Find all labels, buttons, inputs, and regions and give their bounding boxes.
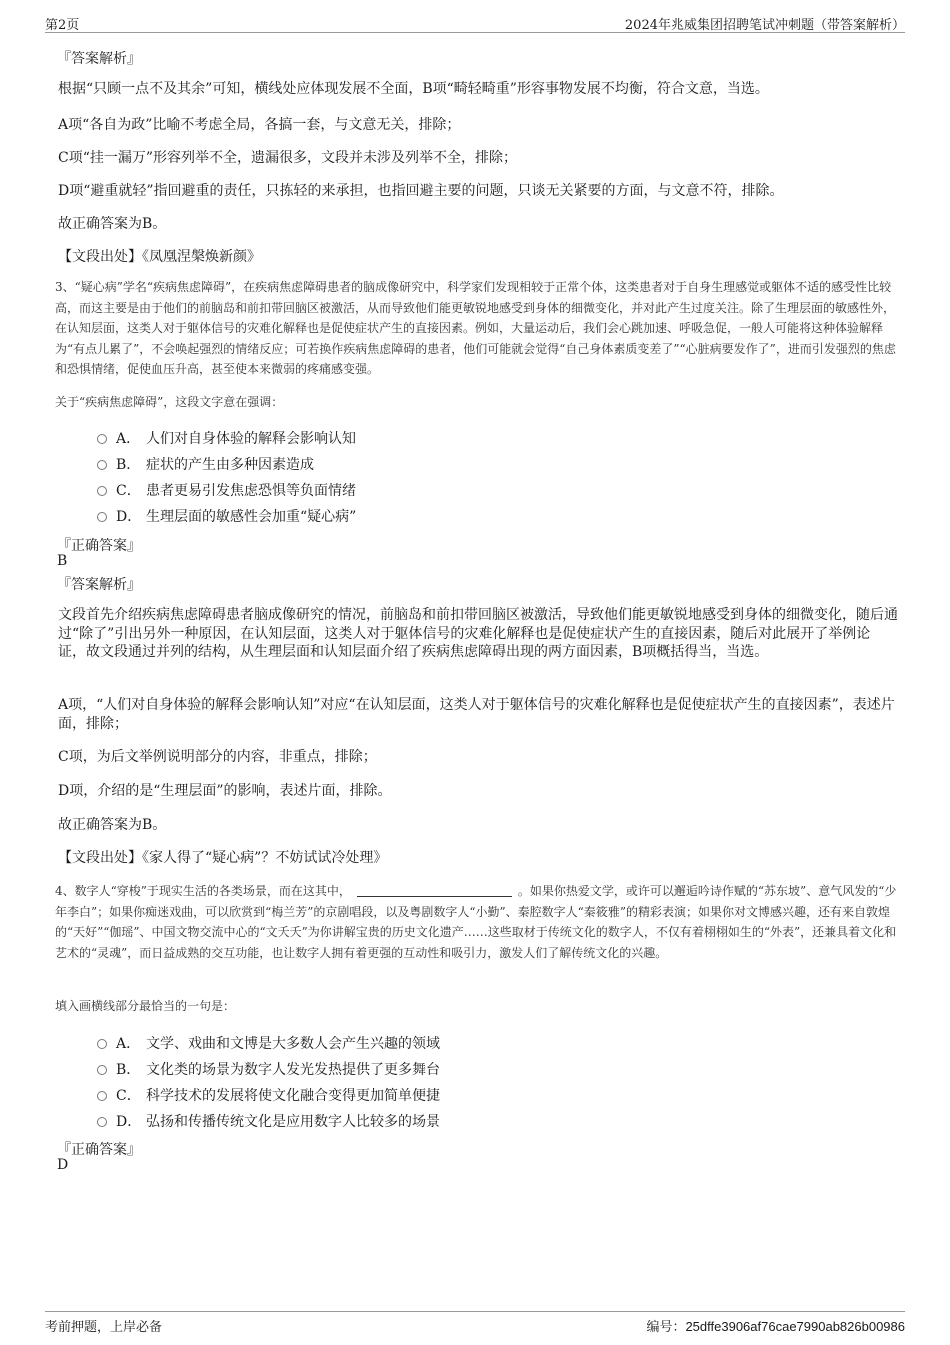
q2-analysis-conclusion: 故正确答案为B。 bbox=[58, 216, 167, 232]
q4-option-a[interactable]: A． 文学、戏曲和文博是大多数人会产生兴趣的领域 bbox=[97, 1033, 440, 1055]
q3-option-c[interactable]: C． 患者更易引发焦虑恐惧等负面情绪 bbox=[97, 480, 356, 502]
q3-option-d[interactable]: D． 生理层面的敏感性会加重“疑心病” bbox=[97, 506, 356, 528]
q3-answer-label: 『正确答案』 bbox=[57, 538, 141, 554]
radio-icon[interactable] bbox=[97, 1065, 107, 1075]
q2-analysis-p2: A项“各自为政”比喻不考虑全局，各搞一套，与文意无关，排除； bbox=[58, 117, 461, 133]
fill-in-blank bbox=[357, 883, 512, 897]
radio-icon[interactable] bbox=[97, 460, 107, 470]
q4-option-c[interactable]: C． 科学技术的发展将使文化融合变得更加简单便捷 bbox=[97, 1085, 440, 1107]
q2-source: 【文段出处】《凤凰涅槃焕新颜》 bbox=[58, 249, 261, 265]
q2-analysis-label: 『答案解析』 bbox=[57, 51, 141, 67]
q4-answer: D bbox=[57, 1157, 69, 1173]
q3-answer: B bbox=[57, 553, 68, 569]
q3-analysis-conclusion: 故正确答案为B。 bbox=[58, 817, 167, 833]
footer-slogan: 考前押题，上岸必备 bbox=[45, 1320, 163, 1335]
radio-icon[interactable] bbox=[97, 486, 107, 496]
q2-analysis-p3: C项“挂一漏万”形容列举不全，遗漏很多，文段并未涉及列举不全，排除； bbox=[58, 150, 518, 166]
radio-icon[interactable] bbox=[97, 1091, 107, 1101]
q3-analysis-p4: D项，介绍的是“生理层面”的影响，表述片面，排除。 bbox=[58, 783, 392, 799]
q3-prompt: 关于“疾病焦虑障碍”，这段文字意在强调： bbox=[55, 395, 284, 409]
q3-analysis-p2: A项，“人们对自身体验的解释会影响认知”对应“在认知层面，这类人对于躯体信号的灾难化解释也是促使症状产生的直接因素”，表述片面，排除； bbox=[58, 697, 895, 732]
q3-option-b[interactable]: B． 症状的产生由多种因素造成 bbox=[97, 454, 314, 476]
q4-option-b[interactable]: B． 文化类的场景为数字人发光发热提供了更多舞台 bbox=[97, 1059, 440, 1081]
radio-icon[interactable] bbox=[97, 1117, 107, 1127]
q3-analysis-p3: C项，为后文举例说明部分的内容，非重点，排除； bbox=[58, 749, 377, 765]
radio-icon[interactable] bbox=[97, 434, 107, 444]
page-footer bbox=[45, 1311, 905, 1334]
q4-question-text: 4、数字人“穿梭”于现实生活的各类场景，而在这其中， 。如果你热爱文学，或许可以邂逅吟诗作赋的“苏东坡”、意气风发的“少年李白”；如果你痴迷戏曲，可以欣赏到“梅兰芳”的京剧唱段，以及粤剧数字人“小勤”、秦腔数字人“秦筱雅”的精彩表演；如果你对文博感兴趣，还有来自敦煌的“天好”“伽瑶”、中国文物交流中心的“文夭夭”为你讲解宝贵的历史文化遗产……这些取材于传统文化的数字人，不仅有着栩栩如生的“外表”，还兼具着文化和艺术的“灵魂”，而日益成熟的交互功能，也让数字人拥有着更强的互动性和吸引力，激发人们了解传统文化的兴趣。 bbox=[55, 884, 897, 960]
radio-icon[interactable] bbox=[97, 1039, 107, 1049]
q3-option-a[interactable]: A． 人们对自身体验的解释会影响认知 bbox=[97, 428, 356, 450]
q3-analysis-label: 『答案解析』 bbox=[57, 577, 141, 593]
q4-answer-label: 『正确答案』 bbox=[57, 1142, 141, 1158]
q3-question-text: 3、“疑心病”学名“疾病焦虑障碍”，在疾病焦虑障碍患者的脑成像研究中，科学家们发现相较于正常个体，这类患者对于自身生理感觉或躯体不适的感受性比较高，而这主要是由于他们的前脑岛和前扣带回脑区被激活，从而导致他们能更敏锐地感受到身体的细微变化，并对此产生过度关注。除了生理层面的敏感性外，在认知层面，这类人对于躯体信号的灾难化解释也是促使症状产生的直接因素。例如，大量运动后，我们会心跳加速、呼吸急促，一般人可能将这种体验解释为“有点儿累了”，不会唤起强烈的情绪反应；可若换作疾病焦虑障碍的患者，他们可能就会觉得“自己身体素质变差了”“心脏病要发作了”，进而引发强烈的焦虑和恐惧情绪，促使血压升高，甚至使本来微弱的疼痛感变强。 bbox=[55, 280, 896, 376]
document-title: 2024年兆威集团招聘笔试冲刺题（带答案解析） bbox=[624, 18, 905, 33]
radio-icon[interactable] bbox=[97, 512, 107, 522]
page-number: 第2页 bbox=[45, 18, 80, 33]
q2-analysis-p1: 根据“只顾一点不及其余”可知，横线处应体现发展不全面，B项“畸轻畸重”形容事物发展不均衡，符合文意，当选。 bbox=[58, 81, 769, 97]
page-header bbox=[45, 12, 905, 33]
q3-source: 【文段出处】《家人得了“疑心病”？不妨试试冷处理》 bbox=[58, 850, 388, 866]
document-code: 编号：25dffe3906af76cae7990ab826b00986 bbox=[646, 1319, 905, 1335]
q2-analysis-p4: D项“避重就轻”指回避重的责任，只拣轻的来承担，也指回避主要的问题，只谈无关紧要的方面，与文意不符，排除。 bbox=[58, 183, 784, 199]
q3-analysis-p1: 文段首先介绍疾病焦虑障碍患者脑成像研究的情况，前脑岛和前扣带回脑区被激活，导致他们能更敏锐地感受到身体的细微变化，随后通过“除了”引出另外一种原因，在认知层面，这类人对于躯体信号的灾难化解释也是促使症状产生的直接因素，随后对此展开了举例论证，故文段通过并列的结构，从生理层面和认知层面介绍了疾病焦虑障碍出现的两方面因素，B项概括得当，当选。 bbox=[58, 607, 898, 660]
q4-option-d[interactable]: D． 弘扬和传播传统文化是应用数字人比较多的场景 bbox=[97, 1111, 440, 1133]
q4-prompt: 填入画横线部分最恰当的一句是： bbox=[55, 999, 236, 1013]
